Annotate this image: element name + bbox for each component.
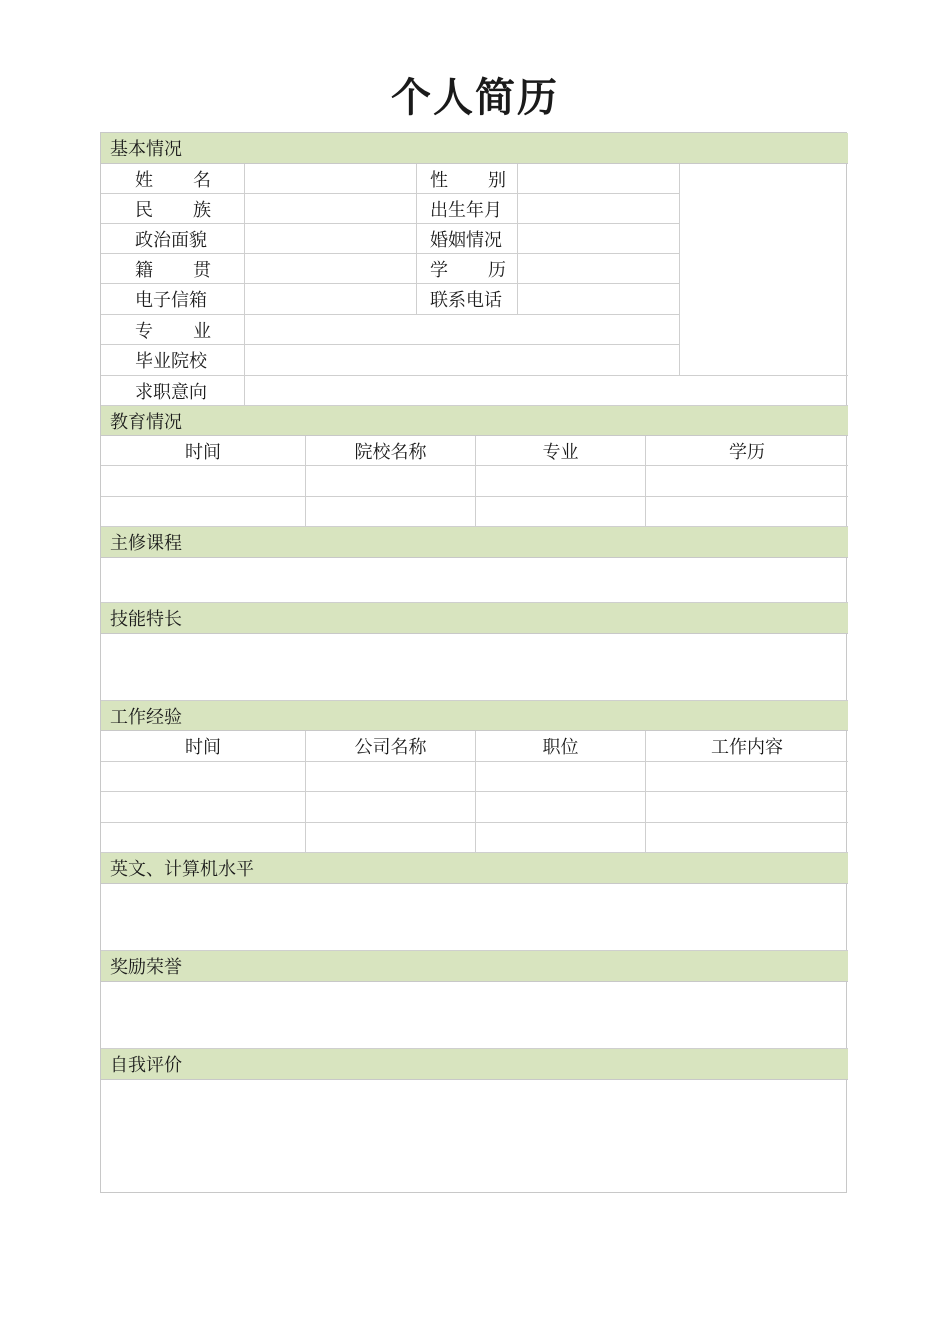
section-basic: 基本情况: [101, 133, 848, 164]
work-cell[interactable]: [101, 823, 306, 853]
field-degree[interactable]: [518, 254, 680, 284]
work-cell[interactable]: [306, 792, 476, 823]
label-marital: 婚姻情况: [417, 224, 518, 254]
label-native: 籍 贯: [101, 254, 245, 284]
work-cell[interactable]: [646, 792, 848, 823]
label-objective: 求职意向: [101, 376, 245, 406]
edu-header-major: 专业: [476, 436, 646, 466]
edu-cell[interactable]: [306, 497, 476, 527]
work-header-position: 职位: [476, 731, 646, 762]
resume-sheet: [100, 132, 847, 1193]
work-cell[interactable]: [476, 823, 646, 853]
work-cell[interactable]: [101, 762, 306, 792]
field-major[interactable]: [245, 315, 680, 345]
label-birth: 出生年月: [417, 194, 518, 224]
work-header-time: 时间: [101, 731, 306, 762]
field-name[interactable]: [245, 164, 417, 194]
label-political: 政治面貌: [101, 224, 245, 254]
work-cell[interactable]: [306, 762, 476, 792]
field-school[interactable]: [245, 345, 680, 376]
edu-cell[interactable]: [306, 466, 476, 497]
section-courses: 主修课程: [101, 527, 848, 558]
edu-header-degree: 学历: [646, 436, 848, 466]
field-native[interactable]: [245, 254, 417, 284]
language-content[interactable]: [101, 884, 848, 951]
field-phone[interactable]: [518, 284, 680, 315]
section-work: 工作经验: [101, 701, 848, 731]
courses-content[interactable]: [101, 558, 848, 603]
section-skills: 技能特长: [101, 603, 848, 634]
label-phone: 联系电话: [417, 284, 518, 315]
work-cell[interactable]: [306, 823, 476, 853]
field-ethnic[interactable]: [245, 194, 417, 224]
work-cell[interactable]: [646, 762, 848, 792]
edu-cell[interactable]: [646, 497, 848, 527]
section-language: 英文、计算机水平: [101, 853, 848, 884]
work-cell[interactable]: [101, 792, 306, 823]
edu-cell[interactable]: [101, 497, 306, 527]
field-birth[interactable]: [518, 194, 680, 224]
section-awards: 奖励荣誉: [101, 951, 848, 982]
field-gender[interactable]: [518, 164, 680, 194]
edu-header-time: 时间: [101, 436, 306, 466]
label-ethnic: 民 族: [101, 194, 245, 224]
work-header-content: 工作内容: [646, 731, 848, 762]
skills-content[interactable]: [101, 634, 848, 701]
edu-cell[interactable]: [476, 497, 646, 527]
edu-cell[interactable]: [101, 466, 306, 497]
label-major: 专 业: [101, 315, 245, 345]
section-education: 教育情况: [101, 406, 848, 436]
edu-cell[interactable]: [476, 466, 646, 497]
photo-box[interactable]: [680, 164, 848, 376]
edu-cell[interactable]: [646, 466, 848, 497]
label-school: 毕业院校: [101, 345, 245, 376]
field-marital[interactable]: [518, 224, 680, 254]
label-name: 姓 名: [101, 164, 245, 194]
label-email: 电子信箱: [101, 284, 245, 315]
awards-content[interactable]: [101, 982, 848, 1049]
label-degree: 学 历: [417, 254, 518, 284]
work-cell[interactable]: [476, 762, 646, 792]
work-cell[interactable]: [476, 792, 646, 823]
work-header-company: 公司名称: [306, 731, 476, 762]
field-email[interactable]: [245, 284, 417, 315]
section-self-eval: 自我评价: [101, 1049, 848, 1080]
self-eval-content[interactable]: [101, 1080, 848, 1192]
resume-title: 个人简历: [391, 74, 559, 121]
field-political[interactable]: [245, 224, 417, 254]
label-gender: 性 别: [417, 164, 518, 194]
edu-header-school: 院校名称: [306, 436, 476, 466]
work-cell[interactable]: [646, 823, 848, 853]
field-objective[interactable]: [245, 376, 848, 406]
